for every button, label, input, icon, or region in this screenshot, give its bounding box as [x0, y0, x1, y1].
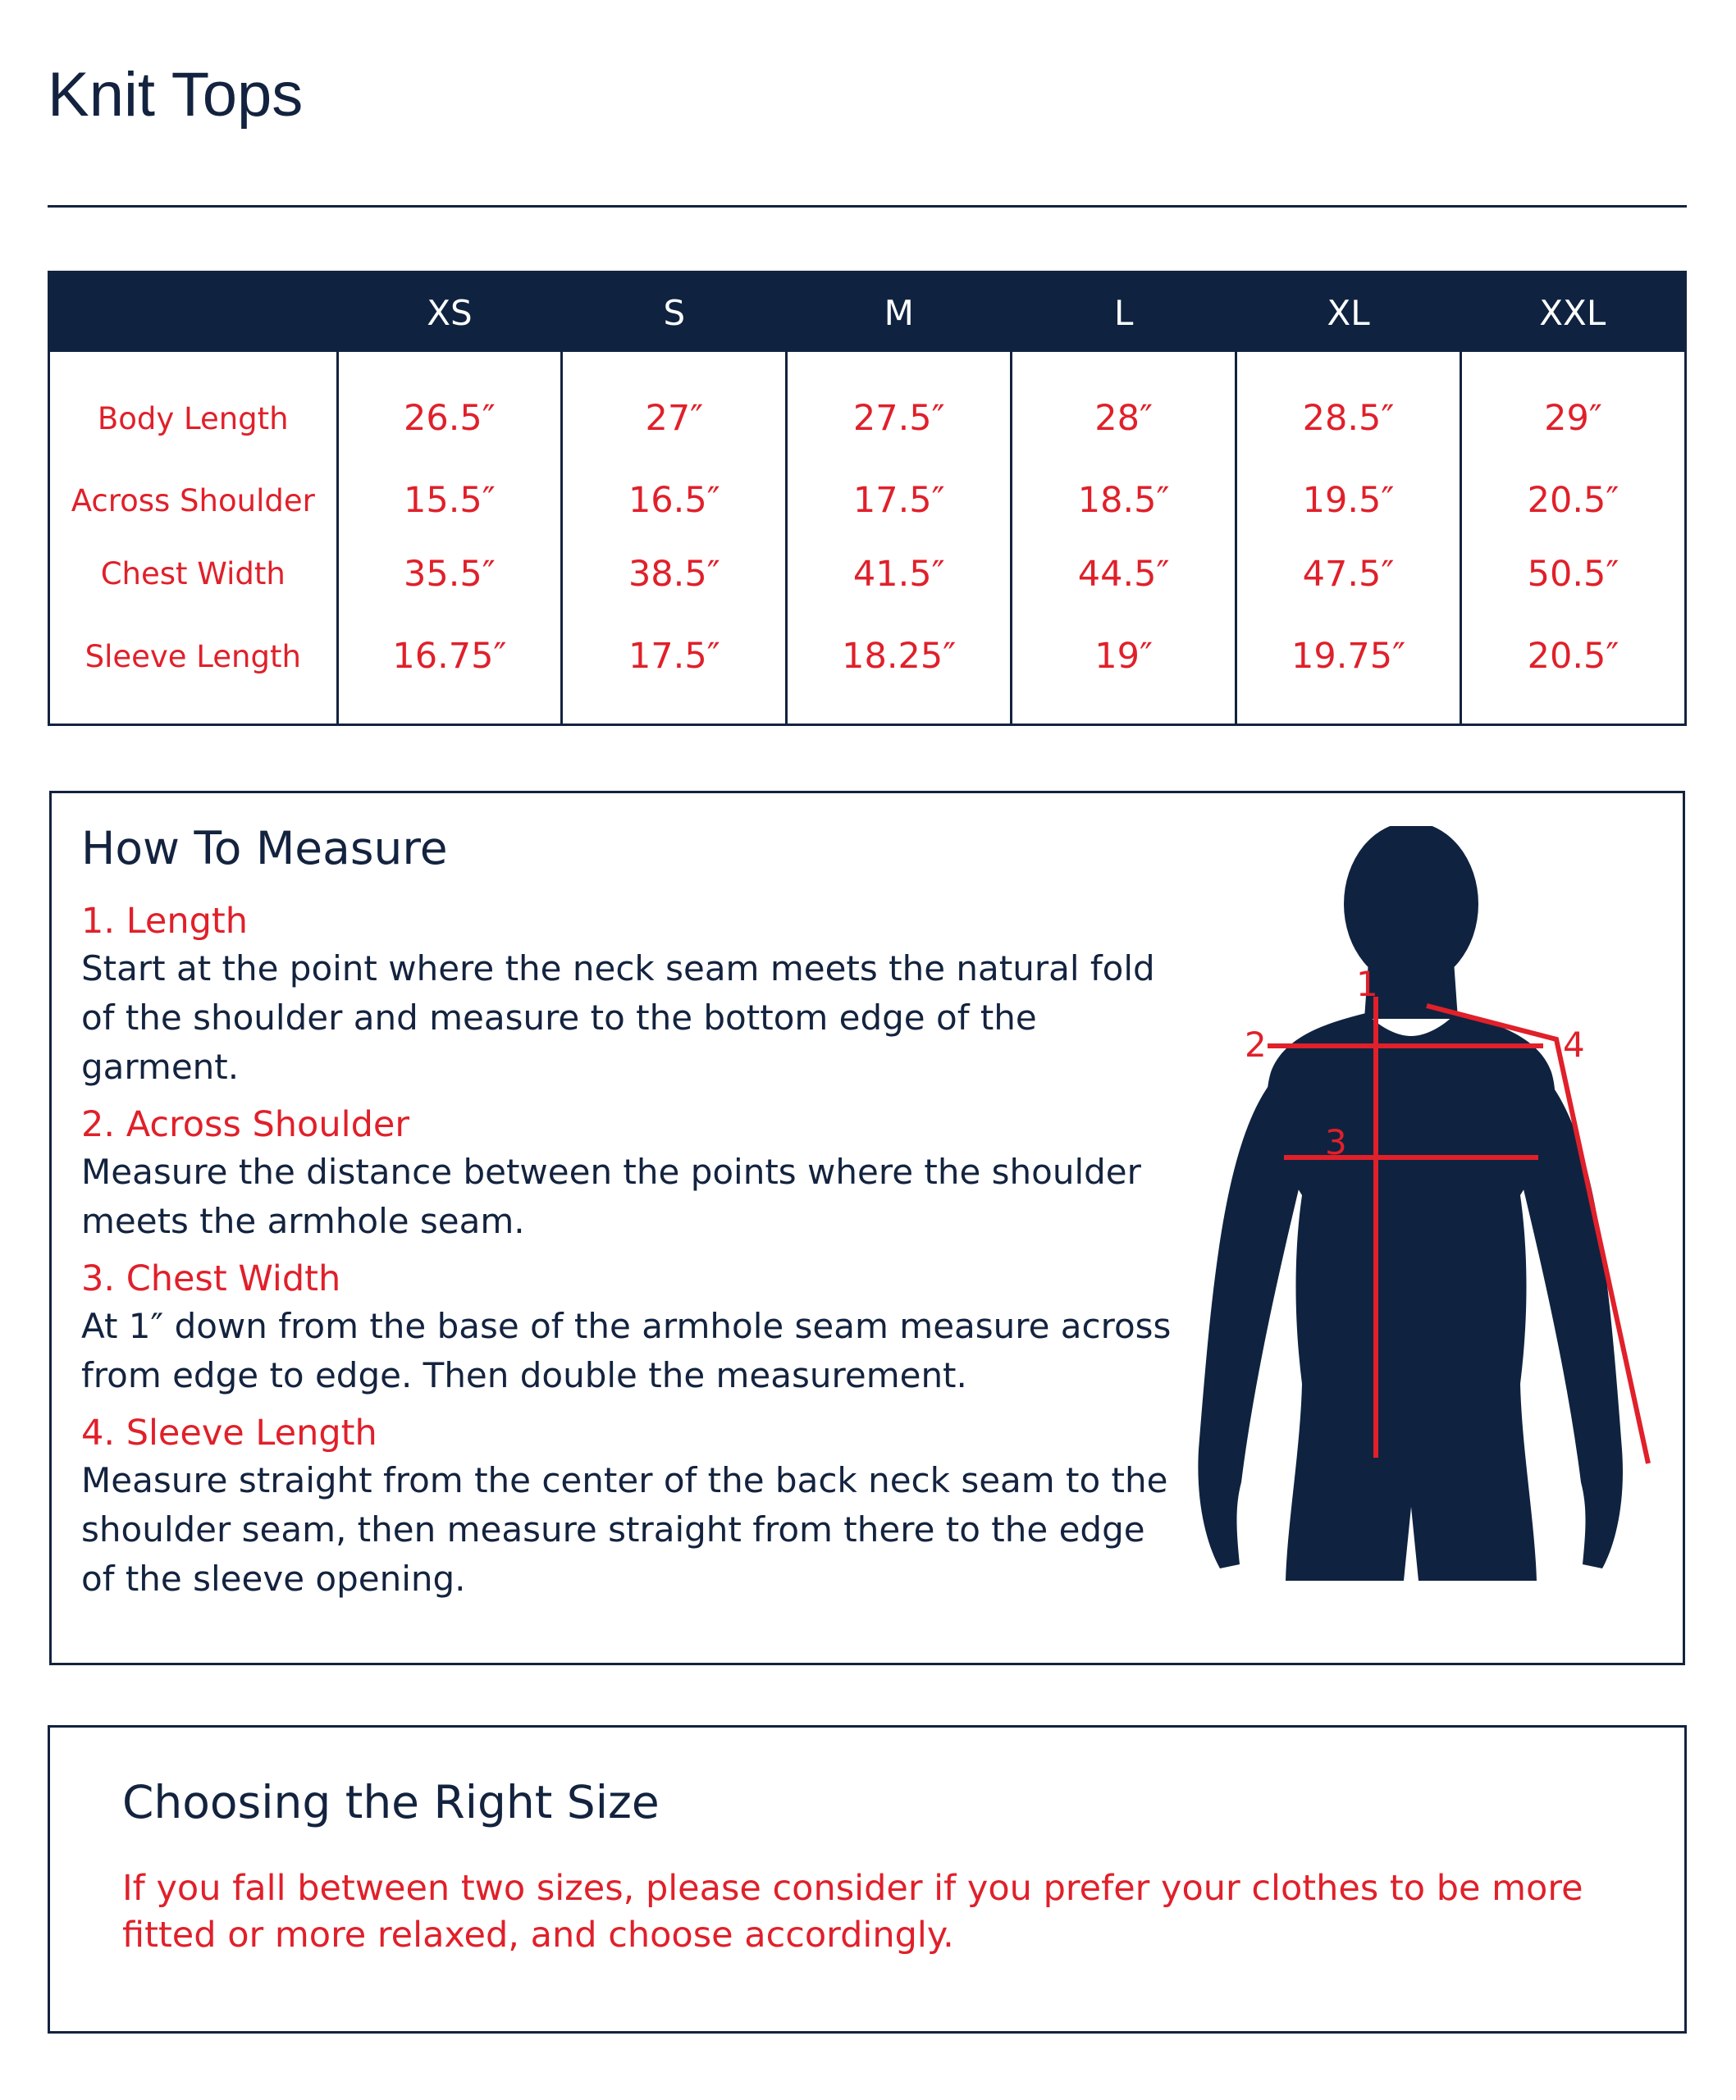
marker-3: 3	[1325, 1122, 1347, 1162]
how-to-measure-heading: How To Measure	[81, 822, 448, 874]
size-header-xs: XS	[337, 272, 562, 353]
size-header-row	[49, 272, 1686, 353]
table-cell: 15.5″	[337, 463, 562, 537]
how-to-measure-panel	[49, 791, 1685, 1665]
size-header-xl: XL	[1236, 272, 1461, 353]
size-header-m: M	[787, 272, 1012, 353]
table-cell: 17.5″	[562, 611, 787, 725]
table-cell: 35.5″	[337, 537, 562, 611]
table-cell: 38.5″	[562, 537, 787, 611]
step-text: Measure the distance between the points where the shoulder meets the armhole seam.	[81, 1152, 1141, 1241]
marker-1: 1	[1356, 964, 1378, 1004]
step-text: At 1″ down from the base of the armhole seam measure across from edge to edge. Then double the measurement.	[81, 1306, 1172, 1395]
step-title: 1. Length	[81, 901, 249, 942]
marker-2: 2	[1245, 1025, 1267, 1065]
header-corner	[49, 272, 338, 353]
measure-step-chest-width	[81, 1256, 1172, 1400]
page-title: Knit Tops	[48, 60, 304, 130]
table-cell: 18.5″	[1012, 463, 1236, 537]
row-label-chest-width: Chest Width	[100, 556, 286, 592]
table-cell: 19″	[1012, 611, 1236, 725]
table-row	[49, 611, 1686, 725]
table-cell: 20.5″	[1461, 611, 1686, 725]
size-header-l: L	[1012, 272, 1236, 353]
size-chart-table	[48, 271, 1687, 726]
table-cell: 17.5″	[787, 463, 1012, 537]
table-cell: 26.5″	[337, 352, 562, 463]
body-silhouette-figure	[1179, 826, 1671, 1614]
table-cell: 28.5″	[1236, 352, 1461, 463]
step-title: 4. Sleeve Length	[81, 1413, 377, 1454]
table-row	[49, 352, 1686, 463]
measure-step-across-shoulder	[81, 1102, 1172, 1246]
table-cell: 50.5″	[1461, 537, 1686, 611]
step-text: Start at the point where the neck seam meets the natural fold of the shoulder and measure to the bottom edge of the garment.	[81, 948, 1155, 1087]
size-header-xxl: XXL	[1461, 272, 1686, 353]
step-title: 3. Chest Width	[81, 1258, 341, 1299]
choosing-size-heading: Choosing the Right Size	[122, 1776, 660, 1828]
row-label-body-length: Body Length	[97, 400, 289, 436]
table-cell: 27″	[562, 352, 787, 463]
choosing-size-panel	[48, 1725, 1687, 2034]
step-text: Measure straight from the center of the back neck seam to the shoulder seam, then measure straight from there to the edge of the sleeve opening.	[81, 1460, 1168, 1599]
table-cell: 47.5″	[1236, 537, 1461, 611]
table-cell: 28″	[1012, 352, 1236, 463]
table-row	[49, 537, 1686, 611]
marker-4: 4	[1563, 1025, 1585, 1065]
measure-step-sleeve-length	[81, 1410, 1172, 1604]
table-cell: 19.75″	[1236, 611, 1461, 725]
step-title: 2. Across Shoulder	[81, 1104, 409, 1145]
table-cell: 44.5″	[1012, 537, 1236, 611]
torso-shape	[1268, 1013, 1556, 1581]
table-cell: 16.5″	[562, 463, 787, 537]
table-cell: 41.5″	[787, 537, 1012, 611]
table-cell: 16.75″	[337, 611, 562, 725]
row-label-across-shoulder: Across Shoulder	[71, 482, 315, 518]
body-silhouette-icon	[1179, 826, 1671, 1614]
choosing-size-text: If you fall between two sizes, please consider if you prefer your clothes to be more fitted or more relaxed, and choose accordingly.	[122, 1868, 1583, 1956]
measure-step-length	[81, 898, 1172, 1092]
table-cell: 18.25″	[787, 611, 1012, 725]
table-cell: 27.5″	[787, 352, 1012, 463]
row-label-sleeve-length: Sleeve Length	[85, 638, 301, 674]
table-cell: 19.5″	[1236, 463, 1461, 537]
table-row	[49, 463, 1686, 537]
table-cell: 29″	[1461, 352, 1686, 463]
table-cell: 20.5″	[1461, 463, 1686, 537]
title-divider	[48, 205, 1687, 208]
measure-steps-list	[81, 898, 1172, 1614]
size-header-s: S	[562, 272, 787, 353]
